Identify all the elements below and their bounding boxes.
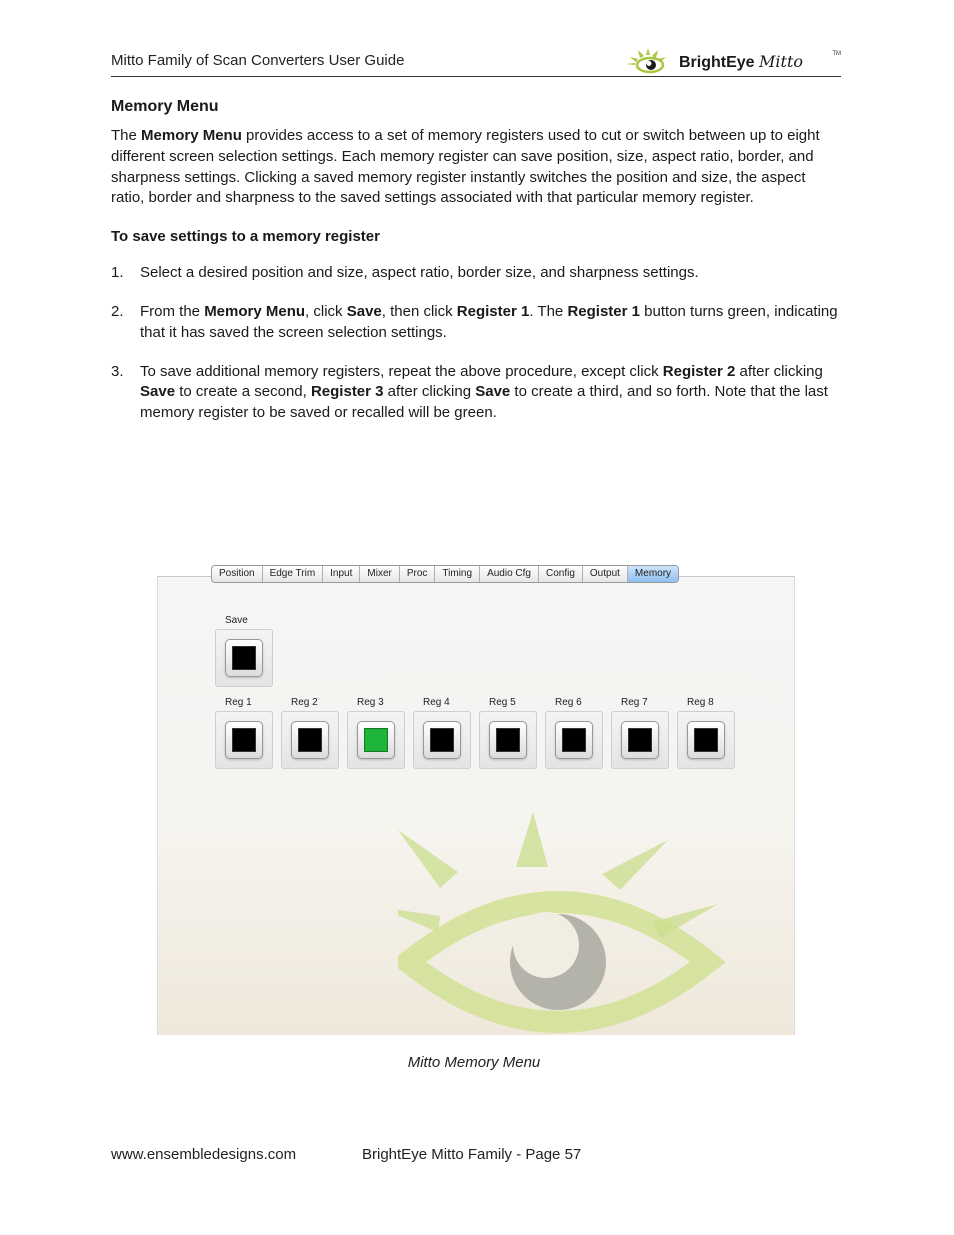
procedure-steps <box>111 263 841 424</box>
tab-audio-cfg[interactable]: Audio Cfg <box>480 566 539 582</box>
reg-4-label: Reg 4 <box>423 697 450 708</box>
register-8-button[interactable] <box>677 711 735 769</box>
register-6-button[interactable] <box>545 711 603 769</box>
footer-page-number: BrightEye Mitto Family - Page 57 <box>362 1146 582 1163</box>
figure-caption: Mitto Memory Menu <box>407 1054 541 1071</box>
reg-1-label: Reg 1 <box>225 697 252 708</box>
tab-input[interactable]: Input <box>323 566 360 582</box>
step-1: 1. Select a desired position and size, aspect ratio, border size, and sharpness settings. <box>111 264 699 282</box>
tab-memory[interactable]: Memory <box>628 566 678 582</box>
tab-position[interactable]: Position <box>212 566 263 582</box>
menu-tab-bar <box>211 565 679 583</box>
tab-timing[interactable]: Timing <box>435 566 480 582</box>
eye-logo-icon <box>626 47 676 75</box>
reg-3-label: Reg 3 <box>357 697 384 708</box>
logo-wordmark: BrightEye Mitto <box>679 52 804 71</box>
tab-output[interactable]: Output <box>583 566 628 582</box>
reg-7-label: Reg 7 <box>621 697 648 708</box>
intro-paragraph: The Memory Menu provides access to a set of memory registers used to cut or switch between up to eight different screen selection settings. Each memory register can save position, size, aspect ratio, border, and sharpness settings. Clicking a saved memory register instantly switches the position and size, the aspect ratio, border and sharpness to the saved settings associated with that particular memory register. <box>111 127 820 207</box>
tab-config[interactable]: Config <box>539 566 583 582</box>
procedure-heading: To save settings to a memory register <box>111 228 380 246</box>
footer-website[interactable]: www.ensembledesigns.com <box>111 1146 297 1163</box>
reg-5-label: Reg 5 <box>489 697 516 708</box>
reg-8-label: Reg 8 <box>687 697 714 708</box>
register-3-button[interactable] <box>347 711 405 769</box>
brighteye-logo-icon <box>398 812 728 1037</box>
tab-proc[interactable]: Proc <box>400 566 436 582</box>
section-heading: Memory Menu <box>111 98 219 115</box>
save-button[interactable] <box>215 629 273 687</box>
save-label: Save <box>225 615 248 626</box>
logo-trademark: TM <box>832 51 841 57</box>
reg-2-label: Reg 2 <box>291 697 318 708</box>
register-2-button[interactable] <box>281 711 339 769</box>
memory-menu-screenshot <box>157 564 795 1035</box>
brighteye-mitto-logo <box>626 47 841 75</box>
reg-6-label: Reg 6 <box>555 697 582 708</box>
memory-panel <box>157 576 795 1035</box>
tab-edge-trim[interactable]: Edge Trim <box>263 566 324 582</box>
register-1-button[interactable] <box>215 711 273 769</box>
step-3: 3. To save additional memory registers, repeat the above procedure, except click Register 2 after clicking Save to create a second, Register 3 after clicking Save to create a third, and so forth. Note that the last memory register to be saved or recalled will be green. <box>111 362 828 422</box>
tab-mixer[interactable]: Mixer <box>360 566 399 582</box>
page-header <box>111 46 841 77</box>
step-2: 2. From the Memory Menu, click Save, then click Register 1. The Register 1 button turns green, indicating that it has saved the screen selection settings. <box>111 302 838 341</box>
register-7-button[interactable] <box>611 711 669 769</box>
header-title: Mitto Family of Scan Converters User Guide <box>111 52 405 69</box>
page-content <box>111 98 841 442</box>
register-4-button[interactable] <box>413 711 471 769</box>
register-5-button[interactable] <box>479 711 537 769</box>
